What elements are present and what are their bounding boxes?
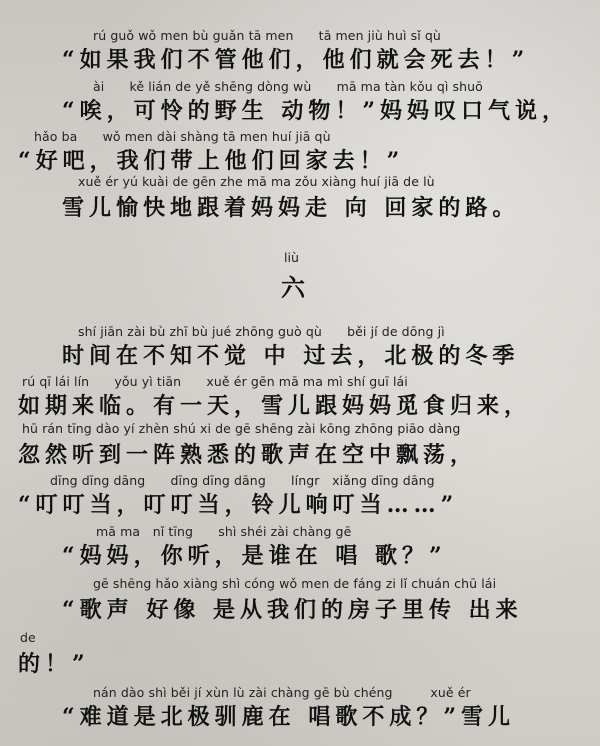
- text-line-4: 雪儿愉快地跟着妈妈走 向 回家的路。: [62, 195, 520, 221]
- pinyin-line-9: mā ma nǐ tīng shì shéi zài chàng gē: [96, 524, 352, 539]
- chapter-pinyin: liù: [284, 250, 299, 265]
- chapter-number: 六: [281, 273, 305, 302]
- pinyin-line-2: ài kě lián de yě shēng dòng wù mā ma tàn kǒu qì shuō: [93, 79, 483, 94]
- pinyin-line-10: gē shēng hǎo xiàng shì cóng wǒ men de fáng zi lǐ chuán chū lái: [93, 576, 497, 591]
- text-line-1: “如果我们不管他们，他们就会死去！”: [62, 47, 530, 73]
- text-line-9: “妈妈，你听，是谁在 唱 歌？”: [62, 543, 447, 569]
- pinyin-line-11: de: [20, 630, 36, 645]
- text-line-3: “好吧，我们带上他们回家去！”: [18, 148, 405, 174]
- text-line-6: 如期来临。有一天，雪儿跟妈妈觅食归来，: [18, 393, 532, 419]
- pinyin-line-3: hǎo ba wǒ men dài shàng tā men huí jiā qù: [34, 129, 331, 144]
- pinyin-line-4: xuě ér yú kuài de gēn zhe mā ma zǒu xiàng huí jiā de lù: [78, 174, 435, 189]
- text-line-12: “难道是北极驯鹿在 唱歌不成？”雪儿: [62, 704, 515, 730]
- pinyin-line-8: dīng dīng dāng dīng dīng dāng língr xiǎng dīng dāng: [50, 473, 435, 488]
- text-line-10: “歌声 好像 是从我们的房子里传 出来: [62, 597, 523, 623]
- pinyin-line-1: rú guǒ wǒ men bù guǎn tā men tā men jiù huì sǐ qù: [93, 28, 441, 43]
- pinyin-line-7: hū rán tīng dào yí zhèn shú xi de gē shēng zài kōng zhōng piāo dàng: [22, 421, 461, 436]
- text-line-2: “唉，可怜的野生 动物！”妈妈叹口气说，: [62, 98, 569, 124]
- text-line-5: 时间在不知不觉 中 过去，北极的冬季: [62, 343, 520, 369]
- text-line-11: 的！”: [18, 651, 90, 677]
- pinyin-line-12: nán dào shì běi jí xùn lù zài chàng gē bù chéng xuě ér: [93, 685, 471, 700]
- pinyin-line-5: shí jiān zài bù zhī bù jué zhōng guò qù běi jí de dōng jì: [78, 324, 445, 339]
- text-line-7: 忽然听到一阵熟悉的歌声在空中飘荡，: [18, 442, 478, 468]
- text-line-8: “叮叮当，叮叮当，铃儿响叮当……”: [18, 492, 459, 518]
- pinyin-line-6: rú qī lái lín yǒu yì tiān xuě ér gēn mā ma mì shí guī lái: [22, 374, 408, 389]
